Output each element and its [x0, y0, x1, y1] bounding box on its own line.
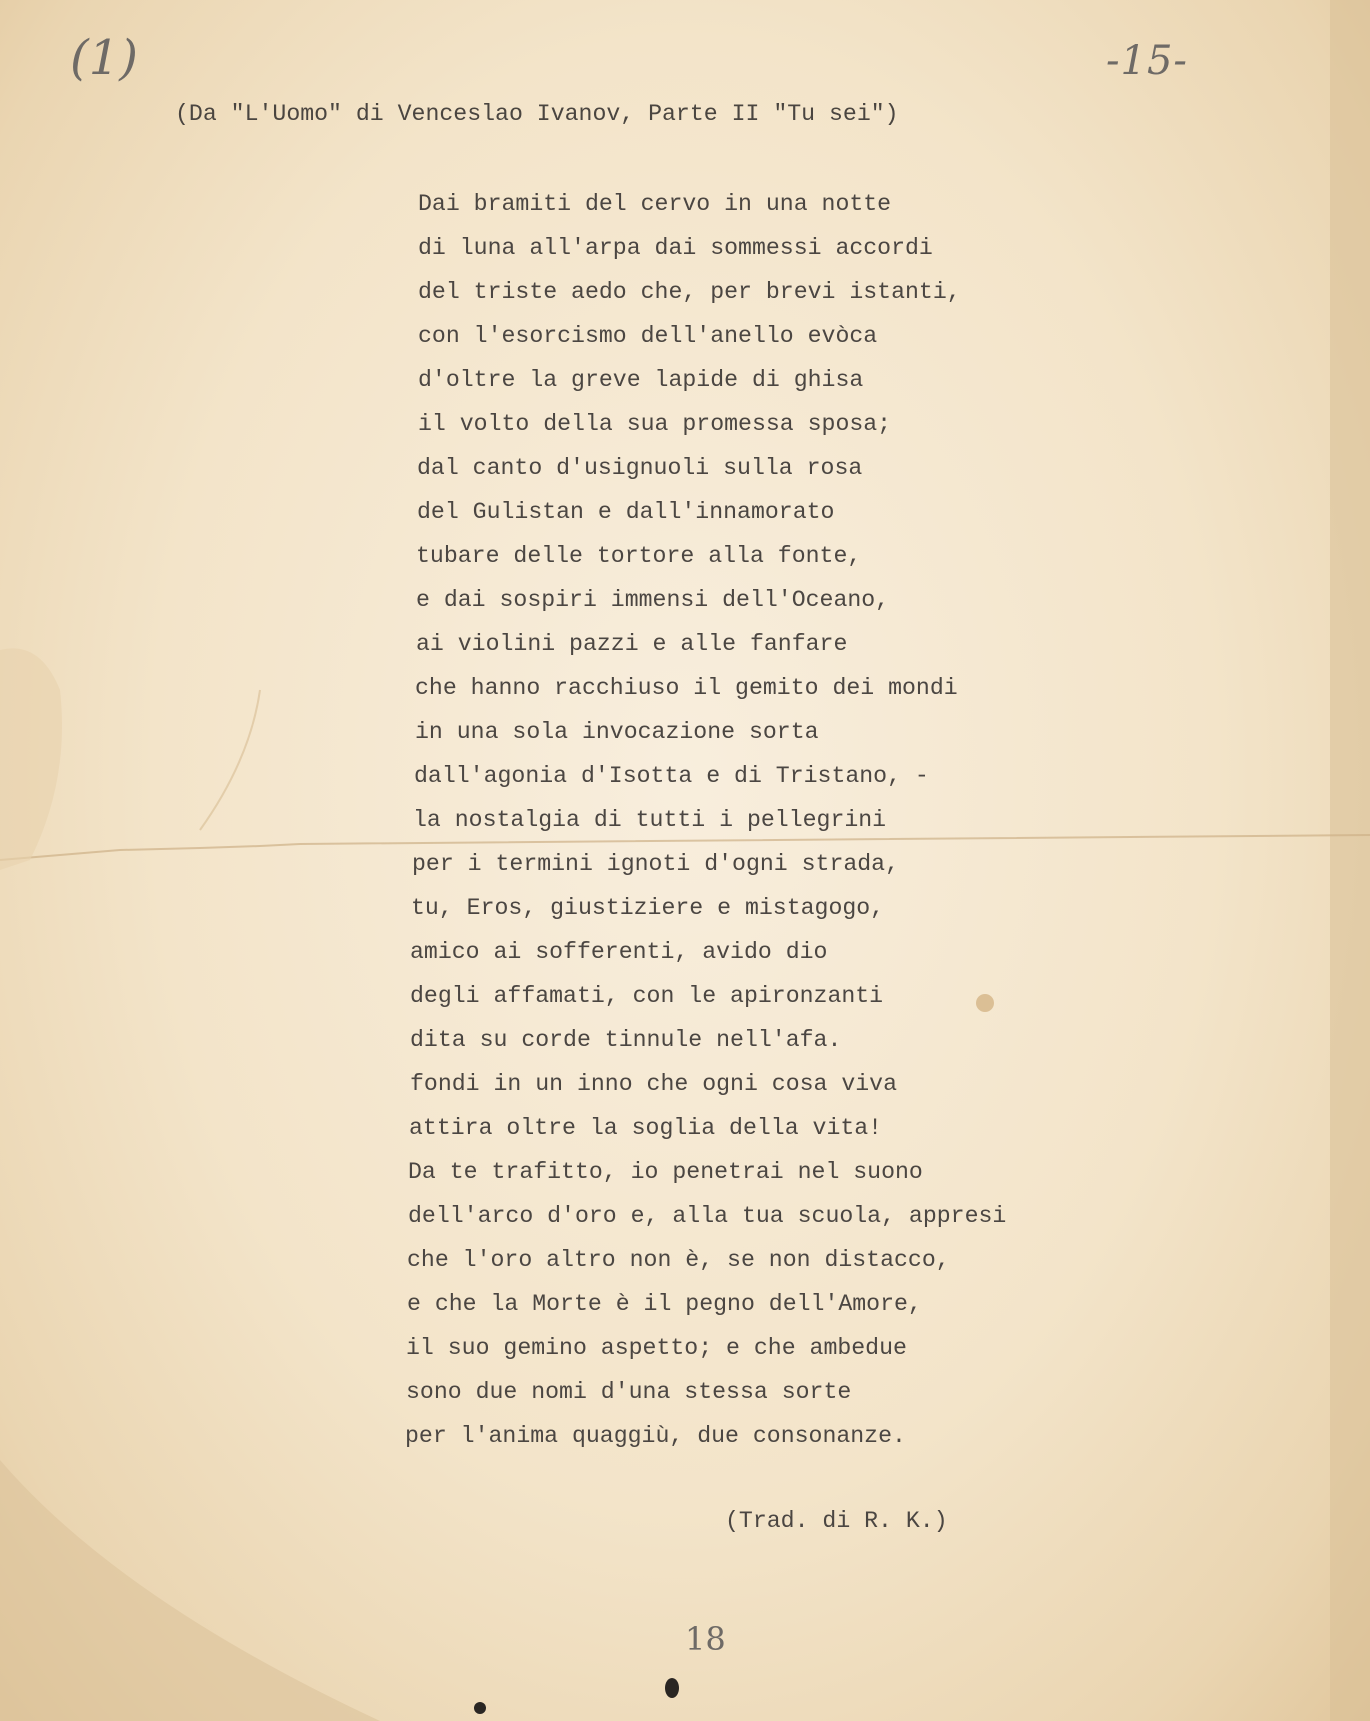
poem-line: con l'esorcismo dell'anello evòca	[418, 323, 878, 349]
poem-line: dell'arco d'oro e, alla tua scuola, appresi	[408, 1203, 1007, 1229]
paper-edge-shadow	[1330, 0, 1370, 1721]
poem-line: in una sola invocazione sorta	[415, 719, 819, 745]
paper-tear	[0, 648, 62, 870]
poem-line: ai violini pazzi e alle fanfare	[416, 631, 848, 657]
poem-line: del triste aedo che, per brevi istanti,	[418, 279, 961, 305]
poem-line: che l'oro altro non è, se non distacco,	[407, 1247, 950, 1273]
poem-line: il suo gemino aspetto; e che ambedue	[406, 1335, 907, 1361]
poem-line: fondi in un inno che ogni cosa viva	[410, 1071, 898, 1097]
document-heading: (Da "L'Uomo" di Venceslao Ivanov, Parte II "Tu sei")	[175, 101, 899, 127]
ink-blot	[474, 1702, 486, 1714]
poem-line: del Gulistan e dall'innamorato	[417, 499, 835, 525]
poem-line: tubare delle tortore alla fonte,	[416, 543, 862, 569]
poem-line: Dai bramiti del cervo in una notte	[418, 191, 892, 217]
poem-line: attira oltre la soglia della vita!	[409, 1115, 883, 1141]
poem-line: Da te trafitto, io penetrai nel suono	[408, 1159, 923, 1185]
paper-crease	[200, 690, 260, 830]
poem-line: dal canto d'usignuoli sulla rosa	[417, 455, 863, 481]
poem-line: dall'agonia d'Isotta e di Tristano, -	[414, 763, 929, 789]
poem-line: d'oltre la greve lapide di ghisa	[418, 367, 864, 393]
poem-line: degli affamati, con le apironzanti	[410, 983, 884, 1009]
handwritten-folio-number: -15-	[1106, 38, 1188, 84]
poem-line: per i termini ignoti d'ogni strada,	[412, 851, 900, 877]
poem-line: sono due nomi d'una stessa sorte	[406, 1379, 852, 1405]
poem-line: per l'anima quaggiù, due consonanze.	[405, 1423, 906, 1449]
poem-line: amico ai sofferenti, avido dio	[410, 939, 828, 965]
handwritten-bottom-number: 18	[685, 1620, 726, 1658]
poem-line: e che la Morte è il pegno dell'Amore,	[407, 1291, 922, 1317]
translator-signature: (Trad. di R. K.)	[725, 1508, 948, 1534]
handwritten-page-number: (1)	[70, 30, 138, 86]
paper-corner-wear	[0, 1460, 380, 1721]
poem-line: e dai sospiri immensi dell'Oceano,	[416, 587, 890, 613]
poem-line: di luna all'arpa dai sommessi accordi	[418, 235, 933, 261]
ink-blot	[665, 1678, 679, 1698]
poem-line: dita su corde tinnule nell'afa.	[410, 1027, 842, 1053]
poem-line: la nostalgia di tutti i pellegrini	[413, 807, 887, 833]
poem-line: tu, Eros, giustiziere e mistagogo,	[411, 895, 885, 921]
poem-line: il volto della sua promessa sposa;	[418, 411, 892, 437]
poem-line: che hanno racchiuso il gemito dei mondi	[415, 675, 958, 701]
paper-stain	[976, 994, 994, 1012]
